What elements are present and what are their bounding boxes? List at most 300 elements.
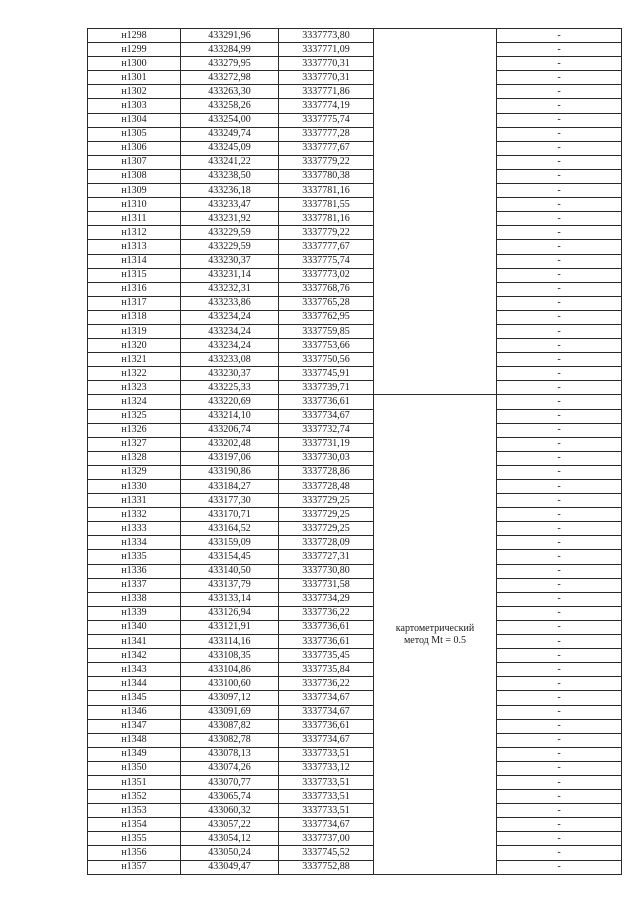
y-coordinate-cell: 3337728,48 [279, 480, 374, 494]
point-cell: н1352 [88, 790, 181, 804]
point-cell: н1306 [88, 141, 181, 155]
note-cell: - [497, 705, 622, 719]
table-row [88, 761, 622, 775]
y-coordinate-cell: 3337733,51 [279, 747, 374, 761]
x-coordinate-cell: 433070,77 [181, 775, 279, 789]
table-row [88, 268, 622, 282]
x-coordinate-cell: 433121,91 [181, 620, 279, 634]
note-cell: - [497, 381, 622, 395]
y-coordinate-cell: 3337745,91 [279, 367, 374, 381]
x-coordinate-cell: 433214,10 [181, 409, 279, 423]
y-coordinate-cell: 3337774,19 [279, 99, 374, 113]
point-cell: н1336 [88, 564, 181, 578]
note-cell: - [497, 649, 622, 663]
table-row [88, 226, 622, 240]
table-row [88, 649, 622, 663]
x-coordinate-cell: 433230,37 [181, 367, 279, 381]
point-cell: н1355 [88, 832, 181, 846]
x-coordinate-cell: 433279,95 [181, 57, 279, 71]
y-coordinate-cell: 3337780,38 [279, 169, 374, 183]
y-coordinate-cell: 3337735,45 [279, 649, 374, 663]
x-coordinate-cell: 433229,59 [181, 240, 279, 254]
x-coordinate-cell: 433137,79 [181, 578, 279, 592]
point-cell: н1311 [88, 212, 181, 226]
table-row [88, 282, 622, 296]
y-coordinate-cell: 3337731,58 [279, 578, 374, 592]
note-cell: - [497, 226, 622, 240]
note-cell: - [497, 663, 622, 677]
y-coordinate-cell: 3337736,22 [279, 677, 374, 691]
point-cell: н1350 [88, 761, 181, 775]
point-cell: н1342 [88, 649, 181, 663]
y-coordinate-cell: 3337734,67 [279, 818, 374, 832]
table-row [88, 733, 622, 747]
y-coordinate-cell: 3337779,22 [279, 226, 374, 240]
note-cell: - [497, 395, 622, 409]
note-cell: - [497, 550, 622, 564]
point-cell: н1315 [88, 268, 181, 282]
x-coordinate-cell: 433091,69 [181, 705, 279, 719]
method-text: метод Mt = 0.5 [403, 634, 467, 646]
x-coordinate-cell: 433234,24 [181, 324, 279, 338]
table-row [88, 818, 622, 832]
point-cell: н1307 [88, 155, 181, 169]
point-cell: н1357 [88, 860, 181, 874]
x-coordinate-cell: 433065,74 [181, 790, 279, 804]
note-cell: - [497, 71, 622, 85]
point-cell: н1316 [88, 282, 181, 296]
y-coordinate-cell: 3337779,22 [279, 155, 374, 169]
x-coordinate-cell: 433258,26 [181, 99, 279, 113]
x-coordinate-cell: 433234,24 [181, 310, 279, 324]
table-row [88, 790, 622, 804]
note-cell: - [497, 804, 622, 818]
table-row [88, 494, 622, 508]
note-cell: - [497, 465, 622, 479]
point-cell: н1329 [88, 465, 181, 479]
note-cell: - [497, 169, 622, 183]
table-row [88, 437, 622, 451]
y-coordinate-cell: 3337771,86 [279, 85, 374, 99]
point-cell: н1300 [88, 57, 181, 71]
table-row [88, 846, 622, 860]
point-cell: н1341 [88, 635, 181, 649]
note-cell: - [497, 677, 622, 691]
note-cell: - [497, 310, 622, 324]
note-cell: - [497, 423, 622, 437]
y-coordinate-cell: 3337734,67 [279, 705, 374, 719]
point-cell: н1353 [88, 804, 181, 818]
point-cell: н1305 [88, 127, 181, 141]
x-coordinate-cell: 433245,09 [181, 141, 279, 155]
table-row [88, 184, 622, 198]
y-coordinate-cell: 3337736,61 [279, 719, 374, 733]
x-coordinate-cell: 433238,50 [181, 169, 279, 183]
y-coordinate-cell: 3337730,03 [279, 451, 374, 465]
point-cell: н1331 [88, 494, 181, 508]
table-row [88, 832, 622, 846]
note-cell: - [497, 184, 622, 198]
x-coordinate-cell: 433082,78 [181, 733, 279, 747]
method-cell [374, 29, 497, 395]
y-coordinate-cell: 3337777,28 [279, 127, 374, 141]
coordinates-table-body [88, 29, 622, 875]
x-coordinate-cell: 433233,47 [181, 198, 279, 212]
note-cell: - [497, 635, 622, 649]
point-cell: н1322 [88, 367, 181, 381]
note-cell: - [497, 409, 622, 423]
x-coordinate-cell: 433263,30 [181, 85, 279, 99]
note-cell: - [497, 846, 622, 860]
x-coordinate-cell: 433233,08 [181, 353, 279, 367]
y-coordinate-cell: 3337732,74 [279, 423, 374, 437]
y-coordinate-cell: 3337733,51 [279, 775, 374, 789]
point-cell: н1343 [88, 663, 181, 677]
y-coordinate-cell: 3337773,02 [279, 268, 374, 282]
x-coordinate-cell: 433087,82 [181, 719, 279, 733]
x-coordinate-cell: 433206,74 [181, 423, 279, 437]
table-row [88, 127, 622, 141]
y-coordinate-cell: 3337734,67 [279, 733, 374, 747]
table-row [88, 198, 622, 212]
table-row [88, 296, 622, 310]
point-cell: н1344 [88, 677, 181, 691]
note-cell: - [497, 353, 622, 367]
y-coordinate-cell: 3337777,67 [279, 141, 374, 155]
x-coordinate-cell: 433140,50 [181, 564, 279, 578]
x-coordinate-cell: 433249,74 [181, 127, 279, 141]
point-cell: н1320 [88, 339, 181, 353]
note-cell: - [497, 691, 622, 705]
note-cell: - [497, 85, 622, 99]
point-cell: н1317 [88, 296, 181, 310]
point-cell: н1310 [88, 198, 181, 212]
point-cell: н1318 [88, 310, 181, 324]
note-cell: - [497, 99, 622, 113]
x-coordinate-cell: 433220,69 [181, 395, 279, 409]
table-row [88, 155, 622, 169]
y-coordinate-cell: 3337765,28 [279, 296, 374, 310]
note-cell: - [497, 564, 622, 578]
table-row [88, 113, 622, 127]
note-cell: - [497, 606, 622, 620]
x-coordinate-cell: 433133,14 [181, 592, 279, 606]
y-coordinate-cell: 3337745,52 [279, 846, 374, 860]
y-coordinate-cell: 3337753,66 [279, 339, 374, 353]
table-row [88, 85, 622, 99]
x-coordinate-cell: 433170,71 [181, 508, 279, 522]
x-coordinate-cell: 433236,18 [181, 184, 279, 198]
table-row [88, 141, 622, 155]
note-cell: - [497, 592, 622, 606]
point-cell: н1301 [88, 71, 181, 85]
y-coordinate-cell: 3337733,12 [279, 761, 374, 775]
y-coordinate-cell: 3337736,61 [279, 395, 374, 409]
x-coordinate-cell: 433159,09 [181, 536, 279, 550]
x-coordinate-cell: 433114,16 [181, 635, 279, 649]
table-row [88, 310, 622, 324]
point-cell: н1299 [88, 43, 181, 57]
point-cell: н1323 [88, 381, 181, 395]
point-cell: н1334 [88, 536, 181, 550]
note-cell: - [497, 719, 622, 733]
table-row [88, 522, 622, 536]
note-cell: - [497, 254, 622, 268]
point-cell: н1319 [88, 324, 181, 338]
y-coordinate-cell: 3337770,31 [279, 57, 374, 71]
table-row [88, 592, 622, 606]
x-coordinate-cell: 433108,35 [181, 649, 279, 663]
point-cell: н1312 [88, 226, 181, 240]
table-row [88, 691, 622, 705]
y-coordinate-cell: 3337730,80 [279, 564, 374, 578]
x-coordinate-cell: 433225,33 [181, 381, 279, 395]
note-cell: - [497, 508, 622, 522]
table-row [88, 240, 622, 254]
note-cell: - [497, 282, 622, 296]
y-coordinate-cell: 3337777,67 [279, 240, 374, 254]
point-cell: н1349 [88, 747, 181, 761]
note-cell: - [497, 818, 622, 832]
note-cell: - [497, 832, 622, 846]
x-coordinate-cell: 433100,60 [181, 677, 279, 691]
point-cell: н1333 [88, 522, 181, 536]
y-coordinate-cell: 3337775,74 [279, 254, 374, 268]
note-cell: - [497, 141, 622, 155]
point-cell: н1325 [88, 409, 181, 423]
point-cell: н1326 [88, 423, 181, 437]
note-cell: - [497, 578, 622, 592]
table-row [88, 367, 622, 381]
x-coordinate-cell: 433104,86 [181, 663, 279, 677]
table-row [88, 550, 622, 564]
table-row [88, 719, 622, 733]
x-coordinate-cell: 433254,00 [181, 113, 279, 127]
x-coordinate-cell: 433202,48 [181, 437, 279, 451]
x-coordinate-cell: 433184,27 [181, 480, 279, 494]
x-coordinate-cell: 433050,24 [181, 846, 279, 860]
point-cell: н1339 [88, 606, 181, 620]
y-coordinate-cell: 3337775,74 [279, 113, 374, 127]
point-cell: н1324 [88, 395, 181, 409]
table-row [88, 451, 622, 465]
table-row [88, 705, 622, 719]
y-coordinate-cell: 3337736,61 [279, 635, 374, 649]
y-coordinate-cell: 3337759,85 [279, 324, 374, 338]
table-row [88, 480, 622, 494]
x-coordinate-cell: 433197,06 [181, 451, 279, 465]
point-cell: н1338 [88, 592, 181, 606]
note-cell: - [497, 620, 622, 634]
table-row [88, 804, 622, 818]
y-coordinate-cell: 3337752,88 [279, 860, 374, 874]
y-coordinate-cell: 3337734,67 [279, 691, 374, 705]
x-coordinate-cell: 433241,22 [181, 155, 279, 169]
point-cell: н1314 [88, 254, 181, 268]
y-coordinate-cell: 3337736,61 [279, 620, 374, 634]
point-cell: н1327 [88, 437, 181, 451]
x-coordinate-cell: 433229,59 [181, 226, 279, 240]
table-row [88, 775, 622, 789]
note-cell: - [497, 29, 622, 43]
y-coordinate-cell: 3337729,25 [279, 508, 374, 522]
note-cell: - [497, 775, 622, 789]
y-coordinate-cell: 3337781,16 [279, 212, 374, 226]
note-cell: - [497, 240, 622, 254]
note-cell: - [497, 522, 622, 536]
note-cell: - [497, 747, 622, 761]
table-row [88, 564, 622, 578]
point-cell: н1302 [88, 85, 181, 99]
point-cell: н1321 [88, 353, 181, 367]
y-coordinate-cell: 3337771,09 [279, 43, 374, 57]
point-cell: н1332 [88, 508, 181, 522]
table-row [88, 747, 622, 761]
x-coordinate-cell: 433154,45 [181, 550, 279, 564]
note-cell: - [497, 198, 622, 212]
table-row [88, 508, 622, 522]
point-cell: н1313 [88, 240, 181, 254]
note-cell: - [497, 367, 622, 381]
table-row [88, 578, 622, 592]
point-cell: н1337 [88, 578, 181, 592]
note-cell: - [497, 437, 622, 451]
note-cell: - [497, 451, 622, 465]
point-cell: н1303 [88, 99, 181, 113]
point-cell: н1354 [88, 818, 181, 832]
point-cell: н1304 [88, 113, 181, 127]
x-coordinate-cell: 433164,52 [181, 522, 279, 536]
table-row [88, 29, 622, 43]
table-row [88, 57, 622, 71]
note-cell: - [497, 790, 622, 804]
y-coordinate-cell: 3337768,76 [279, 282, 374, 296]
table-row [88, 536, 622, 550]
x-coordinate-cell: 433074,26 [181, 761, 279, 775]
y-coordinate-cell: 3337736,22 [279, 606, 374, 620]
y-coordinate-cell: 3337729,25 [279, 522, 374, 536]
table-row [88, 663, 622, 677]
point-cell: н1335 [88, 550, 181, 564]
x-coordinate-cell: 433049,47 [181, 860, 279, 874]
table-row [88, 254, 622, 268]
table-row [88, 423, 622, 437]
y-coordinate-cell: 3337728,86 [279, 465, 374, 479]
point-cell: н1346 [88, 705, 181, 719]
y-coordinate-cell: 3337781,16 [279, 184, 374, 198]
note-cell: - [497, 268, 622, 282]
x-coordinate-cell: 433057,22 [181, 818, 279, 832]
y-coordinate-cell: 3337729,25 [279, 494, 374, 508]
x-coordinate-cell: 433126,94 [181, 606, 279, 620]
x-coordinate-cell: 433234,24 [181, 339, 279, 353]
x-coordinate-cell: 433060,32 [181, 804, 279, 818]
table-row [88, 99, 622, 113]
note-cell: - [497, 113, 622, 127]
x-coordinate-cell: 433232,31 [181, 282, 279, 296]
point-cell: н1356 [88, 846, 181, 860]
x-coordinate-cell: 433291,96 [181, 29, 279, 43]
y-coordinate-cell: 3337734,67 [279, 409, 374, 423]
note-cell: - [497, 155, 622, 169]
coordinates-table [87, 28, 622, 875]
note-cell: - [497, 494, 622, 508]
y-coordinate-cell: 3337728,09 [279, 536, 374, 550]
point-cell: н1347 [88, 719, 181, 733]
table-row [88, 353, 622, 367]
note-cell: - [497, 296, 622, 310]
note-cell: - [497, 212, 622, 226]
x-coordinate-cell: 433284,99 [181, 43, 279, 57]
y-coordinate-cell: 3337737,00 [279, 832, 374, 846]
point-cell: н1348 [88, 733, 181, 747]
note-cell: - [497, 860, 622, 874]
table-row [88, 635, 622, 649]
y-coordinate-cell: 3337733,51 [279, 790, 374, 804]
point-cell: н1298 [88, 29, 181, 43]
y-coordinate-cell: 3337734,29 [279, 592, 374, 606]
method-cell [374, 395, 497, 874]
note-cell: - [497, 480, 622, 494]
x-coordinate-cell: 433054,12 [181, 832, 279, 846]
table-row [88, 465, 622, 479]
table-row [88, 860, 622, 874]
y-coordinate-cell: 3337770,31 [279, 71, 374, 85]
y-coordinate-cell: 3337750,56 [279, 353, 374, 367]
x-coordinate-cell: 433230,37 [181, 254, 279, 268]
table-row [88, 71, 622, 85]
point-cell: н1308 [88, 169, 181, 183]
table-row [88, 409, 622, 423]
x-coordinate-cell: 433078,13 [181, 747, 279, 761]
x-coordinate-cell: 433233,86 [181, 296, 279, 310]
note-cell: - [497, 324, 622, 338]
table-row [88, 43, 622, 57]
table-row [88, 606, 622, 620]
y-coordinate-cell: 3337773,80 [279, 29, 374, 43]
point-cell: н1330 [88, 480, 181, 494]
point-cell: н1340 [88, 620, 181, 634]
method-text: картометрический [395, 622, 475, 634]
note-cell: - [497, 733, 622, 747]
point-cell: н1328 [88, 451, 181, 465]
x-coordinate-cell: 433177,30 [181, 494, 279, 508]
point-cell: н1309 [88, 184, 181, 198]
x-coordinate-cell: 433231,92 [181, 212, 279, 226]
note-cell: - [497, 761, 622, 775]
table-row [88, 395, 622, 409]
x-coordinate-cell: 433190,86 [181, 465, 279, 479]
table-row [88, 212, 622, 226]
table-row [88, 169, 622, 183]
table-row [88, 324, 622, 338]
table-row [88, 677, 622, 691]
y-coordinate-cell: 3337727,31 [279, 550, 374, 564]
table-row [88, 339, 622, 353]
y-coordinate-cell: 3337733,51 [279, 804, 374, 818]
y-coordinate-cell: 3337781,55 [279, 198, 374, 212]
x-coordinate-cell: 433097,12 [181, 691, 279, 705]
table-row [88, 620, 622, 634]
y-coordinate-cell: 3337762,95 [279, 310, 374, 324]
point-cell: н1345 [88, 691, 181, 705]
note-cell: - [497, 127, 622, 141]
y-coordinate-cell: 3337735,84 [279, 663, 374, 677]
note-cell: - [497, 57, 622, 71]
note-cell: - [497, 536, 622, 550]
point-cell: н1351 [88, 775, 181, 789]
y-coordinate-cell: 3337731,19 [279, 437, 374, 451]
